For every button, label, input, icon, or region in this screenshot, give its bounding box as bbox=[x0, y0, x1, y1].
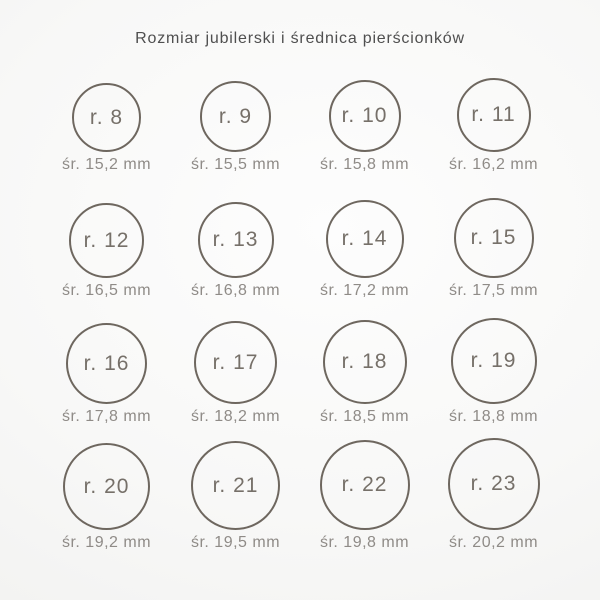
ring-circle bbox=[454, 198, 534, 278]
ring-size-label: r. 15 bbox=[470, 226, 517, 249]
ring-diameter-label: śr. 15,8 mm bbox=[319, 156, 410, 173]
ring-circle bbox=[200, 81, 271, 152]
ring-diameter-label: śr. 15,5 mm bbox=[190, 156, 281, 173]
ring-size-label: r. 11 bbox=[471, 103, 516, 126]
ring-circle bbox=[72, 83, 141, 152]
ring-size-label: r. 17 bbox=[212, 350, 259, 374]
ring-circle bbox=[198, 202, 274, 278]
ring-size-item bbox=[300, 58, 429, 184]
ring-diameter-label: śr. 16,5 mm bbox=[61, 282, 152, 299]
ring-circle bbox=[194, 321, 277, 404]
ring-diameter-label: śr. 19,8 mm bbox=[319, 534, 410, 551]
ring-size-label: r. 14 bbox=[341, 227, 388, 250]
ring-size-grid bbox=[42, 58, 558, 562]
ring-size-item bbox=[300, 310, 429, 436]
ring-diameter-label: śr. 20,2 mm bbox=[448, 534, 539, 551]
ring-diameter-label: śr. 16,8 mm bbox=[190, 282, 281, 299]
ring-size-label: r. 22 bbox=[341, 473, 388, 496]
ring-circle bbox=[457, 78, 531, 152]
ring-circle bbox=[69, 203, 144, 278]
ring-diameter-label: śr. 19,5 mm bbox=[190, 534, 281, 551]
ring-size-item bbox=[429, 184, 558, 310]
ring-size-item bbox=[171, 184, 300, 310]
ring-circle bbox=[66, 323, 147, 404]
page-title: Rozmiar jubilerski i średnica pierścionków bbox=[135, 30, 465, 47]
ring-circle bbox=[448, 438, 540, 530]
ring-diameter-label: śr. 17,5 mm bbox=[448, 282, 539, 299]
ring-circle bbox=[191, 441, 280, 530]
ring-size-label: r. 13 bbox=[212, 228, 259, 251]
ring-diameter-label: śr. 18,8 mm bbox=[448, 408, 539, 425]
ring-size-item bbox=[429, 310, 558, 436]
ring-size-item bbox=[171, 310, 300, 436]
ring-size-label: r. 16 bbox=[83, 351, 130, 375]
ring-circle bbox=[63, 443, 150, 530]
ring-size-item bbox=[300, 436, 429, 562]
ring-size-item bbox=[42, 436, 171, 562]
ring-size-label: r. 21 bbox=[212, 473, 259, 497]
ring-size-label: r. 9 bbox=[218, 104, 253, 128]
ring-size-label: r. 12 bbox=[83, 228, 130, 252]
ring-diameter-label: śr. 15,2 mm bbox=[61, 156, 152, 173]
ring-size-label: r. 19 bbox=[470, 349, 517, 372]
ring-size-label: r. 18 bbox=[341, 350, 388, 373]
ring-circle bbox=[320, 440, 410, 530]
ring-circle bbox=[329, 80, 401, 152]
ring-diameter-label: śr. 17,8 mm bbox=[61, 408, 152, 425]
ring-size-item bbox=[300, 184, 429, 310]
ring-size-label: r. 10 bbox=[341, 104, 388, 127]
ring-size-item bbox=[171, 436, 300, 562]
ring-diameter-label: śr. 16,2 mm bbox=[448, 156, 539, 173]
ring-size-item bbox=[42, 184, 171, 310]
ring-size-label: r. 23 bbox=[470, 472, 517, 495]
ring-size-label: r. 20 bbox=[83, 474, 130, 498]
ring-diameter-label: śr. 19,2 mm bbox=[61, 534, 152, 551]
ring-size-item bbox=[171, 58, 300, 184]
ring-diameter-label: śr. 17,2 mm bbox=[319, 282, 410, 299]
ring-diameter-label: śr. 18,2 mm bbox=[190, 408, 281, 425]
ring-circle bbox=[451, 318, 537, 404]
ring-diameter-label: śr. 18,5 mm bbox=[319, 408, 410, 425]
ring-size-item bbox=[429, 436, 558, 562]
ring-size-item bbox=[42, 310, 171, 436]
ring-size-item bbox=[429, 58, 558, 184]
ring-circle bbox=[326, 200, 404, 278]
ring-circle bbox=[323, 320, 407, 404]
ring-size-item bbox=[42, 58, 171, 184]
ring-size-label: r. 8 bbox=[89, 105, 124, 129]
